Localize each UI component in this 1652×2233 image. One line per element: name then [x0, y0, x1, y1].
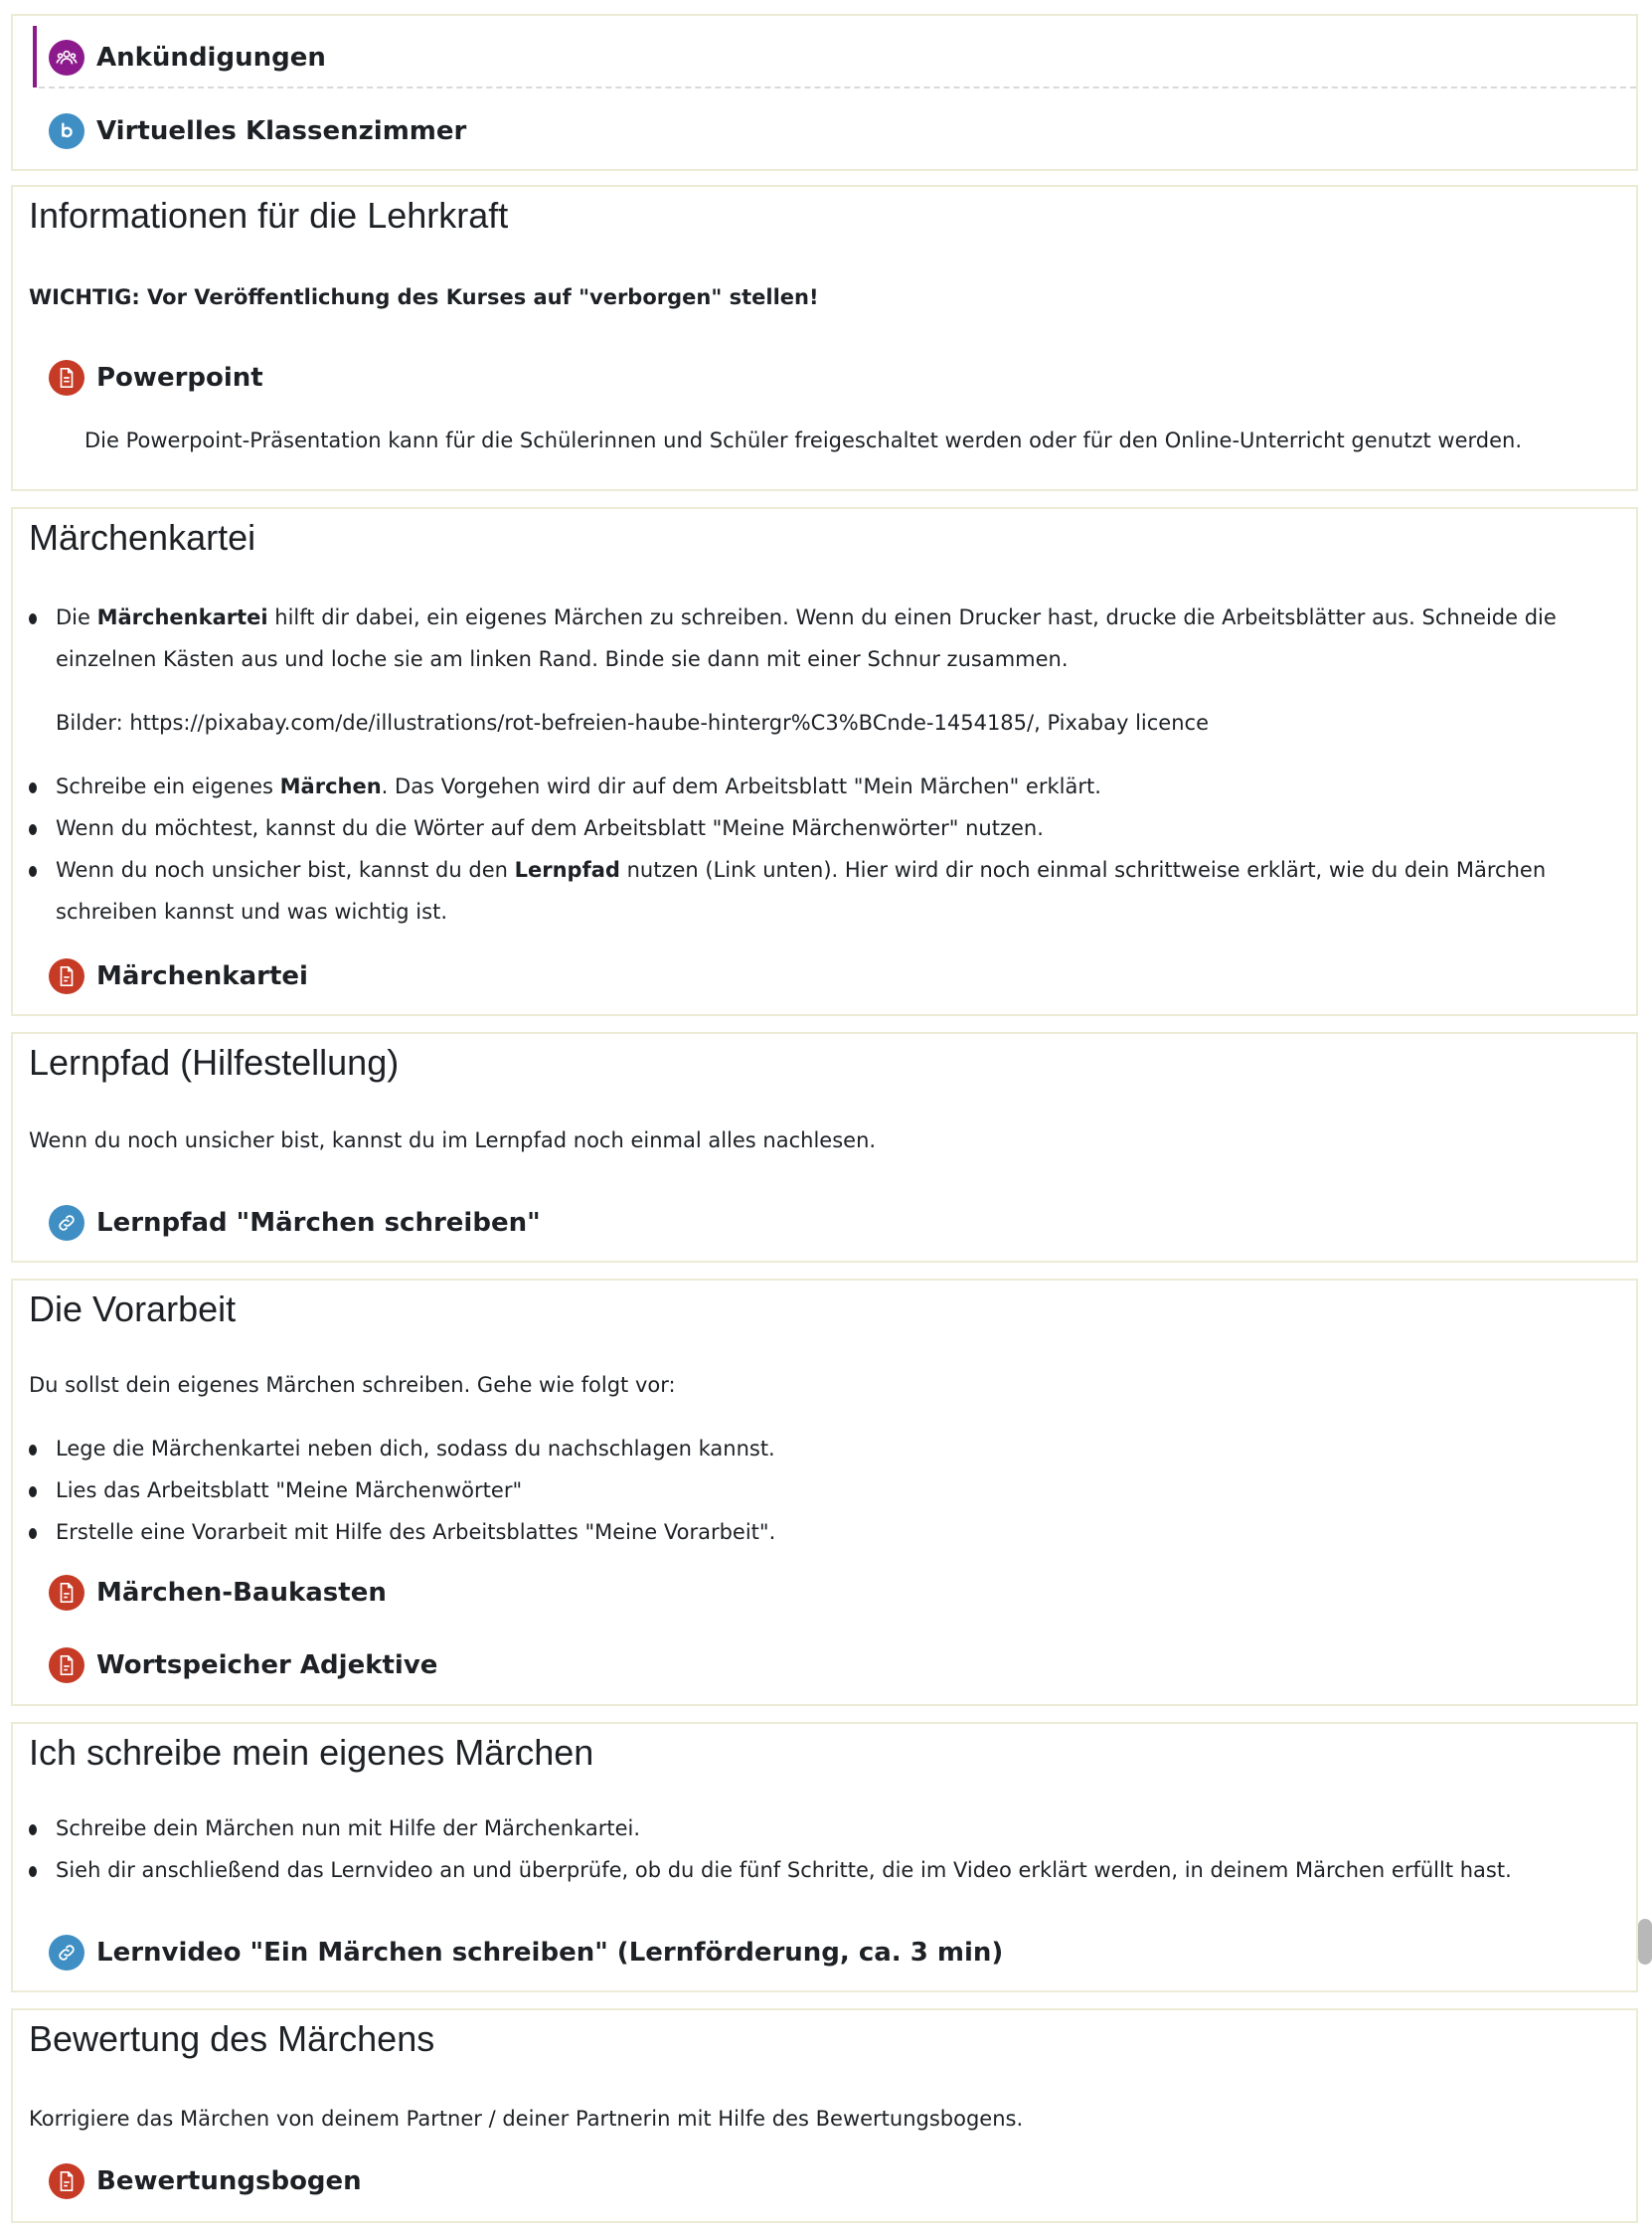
activity-label[interactable]: Virtuelles Klassenzimmer	[96, 116, 467, 146]
section-title: Informationen für die Lehrkraft	[29, 195, 509, 236]
activity-label[interactable]: Bewertungsbogen	[96, 2166, 362, 2196]
activity-label[interactable]: Wortspeicher Adjektive	[96, 1650, 438, 1680]
section-teacher-info	[11, 185, 1638, 491]
bullet	[29, 1528, 37, 1539]
section-summary: Wenn du noch unsicher bist, kannst du im Lernpfad noch einmal alles nachlesen.	[29, 1128, 877, 1152]
announcements-accent-bar	[33, 26, 37, 87]
section-general	[11, 14, 1638, 171]
section-vorarbeit	[11, 1279, 1638, 1706]
file-icon	[49, 360, 84, 396]
bullet	[29, 824, 37, 835]
pdf-icon	[49, 958, 84, 994]
list-item: Wenn du möchtest, kannst du die Wörter auf dem Arbeitsblatt "Meine Märchenwörter" nutzen.	[29, 807, 1629, 849]
section-title: Die Vorarbeit	[29, 1288, 237, 1329]
activity-announcements[interactable]	[49, 38, 326, 78]
link-icon	[49, 1935, 84, 1971]
bullet	[29, 1445, 37, 1456]
section-title: Bewertung des Märchens	[29, 2018, 435, 2059]
section-title: Märchenkartei	[29, 517, 256, 558]
bullet	[29, 613, 37, 624]
section-maerchen-schreiben	[11, 1722, 1638, 1992]
activity-description: Die Powerpoint-Präsentation kann für die Schülerinnen und Schüler freigeschaltet werden oder für den Online-Unterricht genutzt werden.	[84, 429, 1523, 452]
section-title: Ich schreibe mein eigenes Märchen	[29, 1732, 594, 1773]
activity-label[interactable]: Ankündigungen	[96, 43, 326, 73]
list-item: Wenn du noch unsicher bist, kannst du den Lernpfad nutzen (Link unten). Hier wird dir noch einmal schrittweise erklärt, wie du dein Märchen schreiben kannst und was wichtig ist.	[29, 849, 1629, 933]
list-item: Lies das Arbeitsblatt "Meine Märchenwörter"	[29, 1469, 1629, 1511]
bigbluebutton-icon	[49, 113, 84, 149]
activity-lernvideo[interactable]	[49, 1933, 1003, 1973]
section-title: Lernpfad (Hilfestellung)	[29, 1042, 400, 1083]
forum-icon	[49, 40, 84, 76]
section-maerchenkartei	[11, 507, 1638, 1016]
hidden-notice: WICHTIG: Vor Veröffentlichung des Kurses auf "verborgen" stellen!	[29, 285, 819, 309]
scrollbar-thumb[interactable]	[1638, 1919, 1652, 1965]
list-item: Erstelle eine Vorarbeit mit Hilfe des Arbeitsblattes "Meine Vorarbeit".	[29, 1511, 1629, 1553]
activity-label[interactable]: Lernvideo "Ein Märchen schreiben" (Lernförderung, ca. 3 min)	[96, 1938, 1004, 1968]
section-lernpfad	[11, 1032, 1638, 1263]
schreiben-list	[29, 1807, 1629, 1891]
list-item: Sieh dir anschließend das Lernvideo an und überprüfe, ob du die fünf Schritte, die im Video erklärt werden, in deinem Märchen erfüllt hast.	[29, 1849, 1629, 1891]
list-item: Die Märchenkartei hilft dir dabei, ein eigenes Märchen zu schreiben. Wenn du einen Drucker hast, drucke die Arbeitsblätter aus. Schneide die einzelnen Kästen aus und loche sie am linken Rand. Binde sie dann mit einer Schnur zusammen.	[29, 597, 1629, 680]
activity-bewertungsbogen[interactable]	[49, 2161, 362, 2201]
bullet	[29, 1486, 37, 1497]
activity-virtual-classroom[interactable]	[49, 111, 466, 151]
bullet	[29, 782, 37, 793]
section-bewertung	[11, 2008, 1638, 2223]
announcements-divider	[39, 86, 1636, 88]
kartei-list	[29, 597, 1629, 933]
bullet	[29, 1824, 37, 1835]
link-icon	[49, 1205, 84, 1241]
pdf-icon	[49, 1575, 84, 1611]
bullet	[29, 866, 37, 877]
pdf-icon	[49, 2163, 84, 2199]
list-item: Schreibe dein Märchen nun mit Hilfe der Märchenkartei.	[29, 1807, 1629, 1849]
list-item: Schreibe ein eigenes Märchen. Das Vorgehen wird dir auf dem Arbeitsblatt "Mein Märchen" erklärt.	[29, 766, 1629, 807]
activity-maerchen-baukasten[interactable]	[49, 1573, 387, 1613]
activity-label[interactable]: Märchenkartei	[96, 961, 308, 991]
list-item-credits: Bilder: https://pixabay.com/de/illustrations/rot-befreien-haube-hintergr%C3%BCnde-1454185/, Pixabay licence	[56, 711, 1209, 735]
section-intro: Du sollst dein eigenes Märchen schreiben. Gehe wie folgt vor:	[29, 1373, 676, 1397]
list-item: Lege die Märchenkartei neben dich, sodass du nachschlagen kannst.	[29, 1428, 1629, 1469]
activity-wortspeicher[interactable]	[49, 1645, 437, 1685]
section-summary: Korrigiere das Märchen von deinem Partner / deiner Partnerin mit Hilfe des Bewertungsbogens.	[29, 2107, 1024, 2131]
activity-lernpfad-link[interactable]	[49, 1203, 541, 1243]
activity-maerchenkartei[interactable]	[49, 956, 308, 996]
activity-label[interactable]: Lernpfad "Märchen schreiben"	[96, 1208, 541, 1238]
pdf-icon	[49, 1647, 84, 1683]
activity-label[interactable]: Powerpoint	[96, 363, 263, 393]
vorarbeit-list	[29, 1428, 1629, 1553]
bullet	[29, 1866, 37, 1877]
activity-powerpoint[interactable]	[49, 358, 263, 398]
activity-label[interactable]: Märchen-Baukasten	[96, 1578, 387, 1608]
